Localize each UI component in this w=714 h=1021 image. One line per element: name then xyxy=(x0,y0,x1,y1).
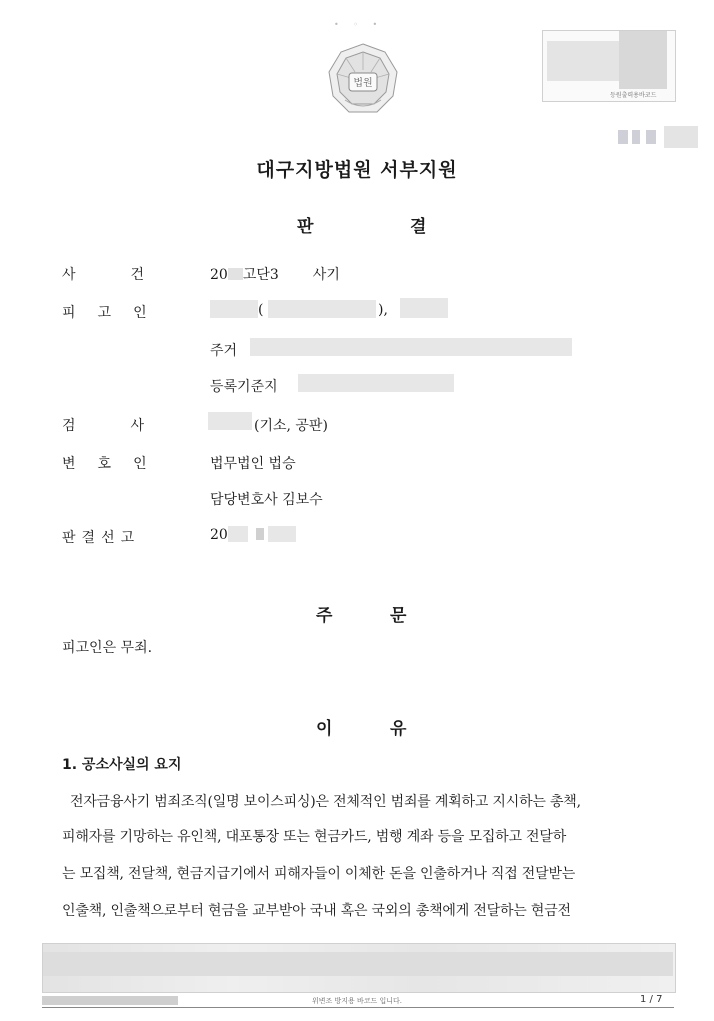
svg-text:법원: 법원 xyxy=(353,78,373,89)
security-barcode-strip xyxy=(42,943,676,993)
redacted-prosecutor xyxy=(208,412,252,430)
defendant-paren-open: ( xyxy=(258,302,264,318)
redacted-name xyxy=(210,300,258,318)
redacted-address xyxy=(250,338,572,356)
redacted-registry xyxy=(298,374,454,392)
title-gyeol: 결 xyxy=(410,217,427,237)
defendant-label: 피 고 인 xyxy=(62,305,147,321)
reasons-line-4: 인출책, 인출책으로부터 현금을 교부받아 국내 혹은 국외의 총책에게 전달하는 현금전 xyxy=(62,903,571,919)
judgment-date-label: 판 결 선 고 xyxy=(62,530,135,546)
counsel-attorney: 담당변호사 김보수 xyxy=(210,492,323,508)
title-pan: 판 xyxy=(297,217,314,237)
counsel-label: 변 호 인 xyxy=(62,456,147,472)
footer-divider xyxy=(42,1007,674,1008)
prosecutor-value: (기소, 공판) xyxy=(254,418,328,434)
case-label: 사 건 xyxy=(62,267,145,283)
prosecutor-label: 검 사 xyxy=(62,418,145,434)
reasons-line-2: 피해자를 기망하는 유인책, 대포통장 또는 현금카드, 범행 계좌 등을 모집하고 전달하 xyxy=(62,829,567,845)
order-heading-ju: 주 xyxy=(316,606,333,626)
redacted-date-2 xyxy=(256,528,264,540)
redacted-id xyxy=(268,300,376,318)
redacted-date-1 xyxy=(228,526,248,542)
redacted-date-3 xyxy=(268,526,296,542)
counsel-firm: 법무법인 법승 xyxy=(210,456,296,472)
barcode-caption: 등원출력용바코드 xyxy=(610,92,657,99)
reasons-line-3: 는 모집책, 전달책, 현금지급기에서 피해자들이 이체한 돈을 인출하거나 직접 전달받는 xyxy=(62,866,576,882)
order-text: 피고인은 무죄. xyxy=(62,640,153,656)
case-number: 20 고단3 사기 xyxy=(210,267,340,283)
reasons-heading-i: 이 xyxy=(316,719,333,739)
reasons-heading-yu: 유 xyxy=(390,719,407,739)
footer-caption: 위변조 방지용 바코드 입니다. xyxy=(311,997,403,1005)
court-name: 대구지방법원 서부지원 xyxy=(256,159,458,181)
redacted-occupation xyxy=(400,298,448,318)
reasons-line-1: 전자금융사기 범죄조직(일명 보이스피싱)은 전체적인 범죄를 계획하고 지시하는 총책, xyxy=(70,794,581,810)
defendant-paren-close: ), xyxy=(378,302,388,318)
registry-label: 등록기준지 xyxy=(210,379,278,395)
order-heading-mun: 문 xyxy=(390,606,407,626)
address-label: 주거 xyxy=(210,343,238,359)
judgment-date: 20 xyxy=(210,527,228,543)
redacted-stamp xyxy=(618,122,698,150)
section-title: 1. 공소사실의 요지 xyxy=(62,757,182,773)
decorative-dots: • ◦ • xyxy=(334,20,384,29)
court-seal-logo xyxy=(323,40,403,120)
page-number: 1 / 7 xyxy=(640,994,663,1005)
